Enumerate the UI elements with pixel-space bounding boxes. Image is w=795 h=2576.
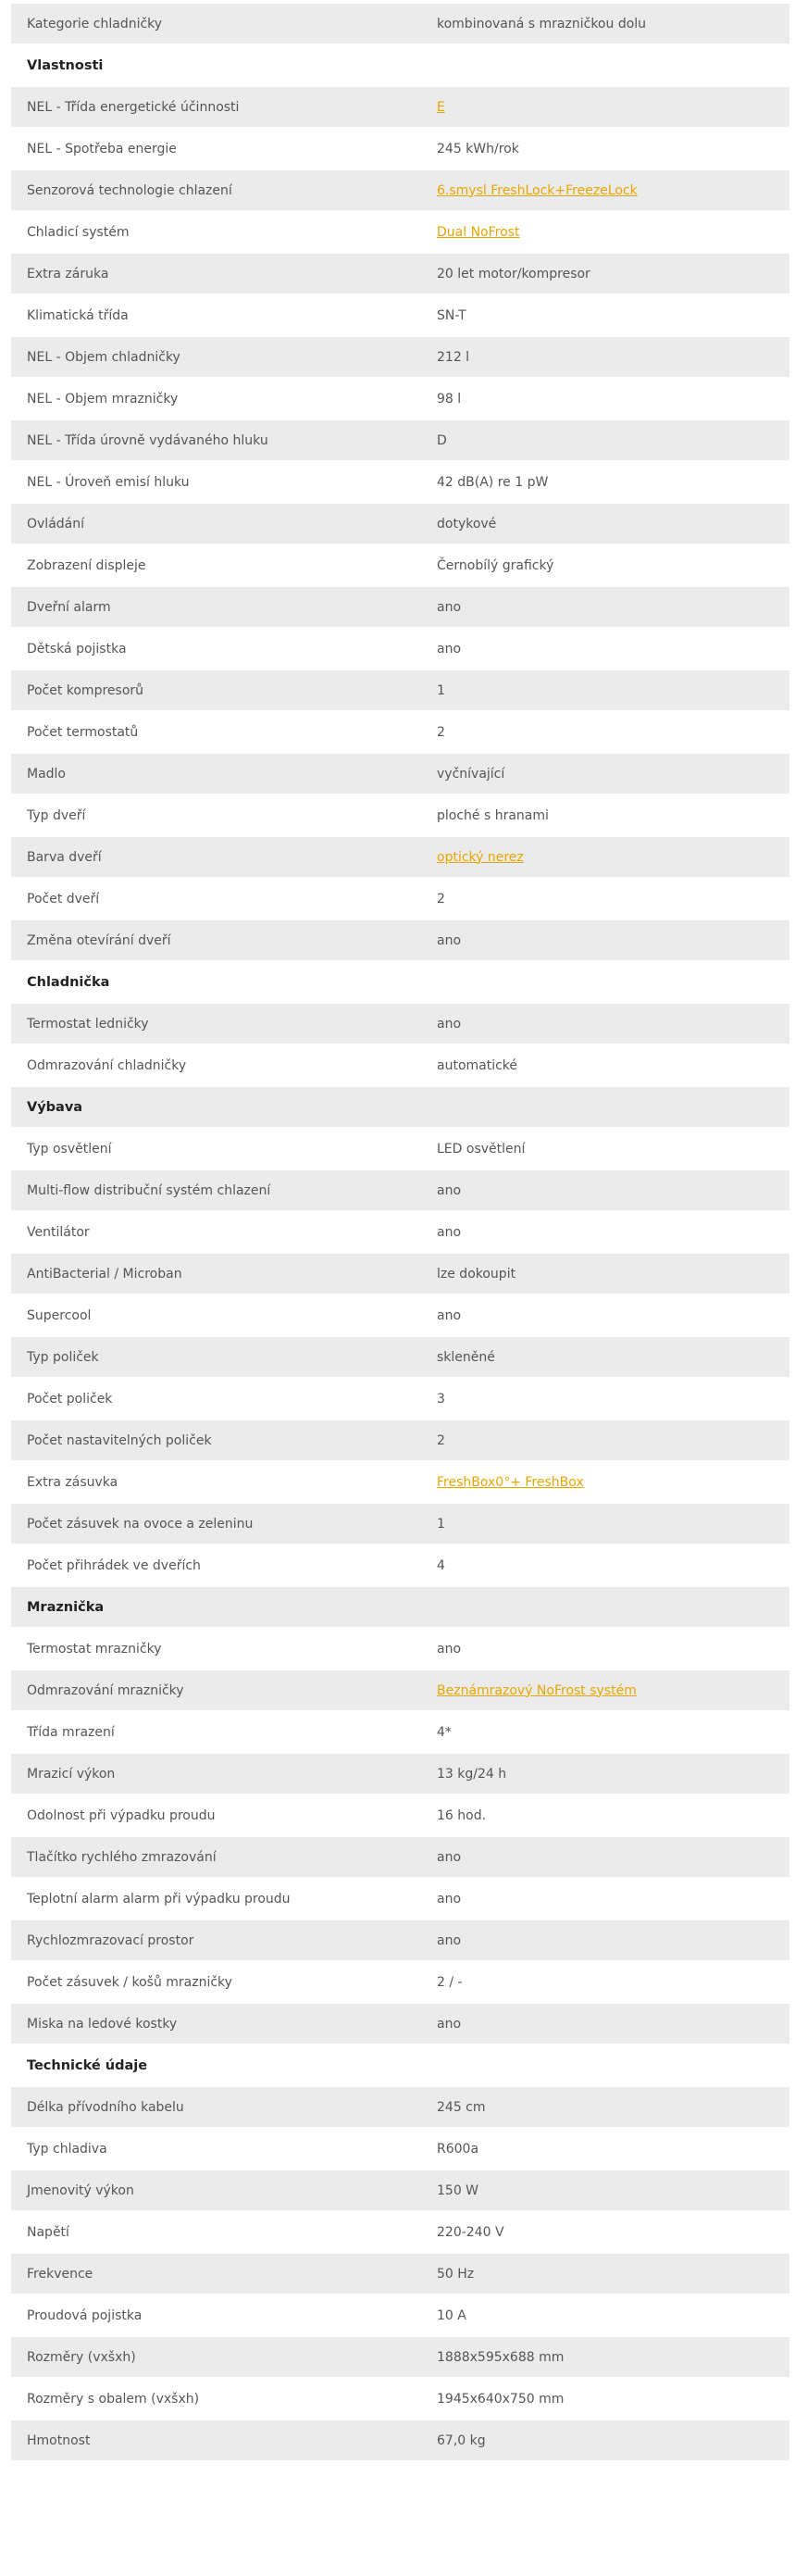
spec-row: [11, 1045, 789, 1087]
spec-row: [11, 1379, 789, 1420]
spec-value-cell: [437, 767, 789, 782]
spec-value-cell: [437, 433, 789, 448]
spec-row: [11, 1670, 789, 1712]
spec-label: Frekvence: [27, 2266, 93, 2282]
spec-value-cell: [437, 1225, 789, 1240]
spec-label: Odmrazování chladničky: [27, 1057, 187, 1073]
spec-value-cell: [437, 2183, 789, 2198]
spec-label: Rozměry (vxšxh): [27, 2349, 136, 2365]
spec-row: [11, 920, 789, 962]
spec-value: kombinovaná s mrazničkou dolu: [437, 16, 647, 31]
spec-value-link[interactable]: E: [437, 99, 445, 115]
spec-value: 98 l: [437, 391, 462, 406]
spec-value: Černobílý grafický: [437, 557, 554, 573]
spec-row: [11, 1879, 789, 1920]
spec-label: Termostat mrazničky: [27, 1641, 162, 1657]
spec-value: 16 hod.: [437, 1807, 487, 1823]
spec-row: [11, 795, 789, 837]
spec-label: Klimatická třída: [27, 307, 129, 323]
spec-row: [11, 1712, 789, 1754]
spec-label: Extra záruka: [27, 266, 109, 281]
spec-value-cell: [437, 1267, 789, 1282]
spec-value-cell: [437, 308, 789, 323]
spec-value: ano: [437, 1182, 462, 1198]
spec-value: 50 Hz: [437, 2266, 475, 2282]
spec-value-cell: [437, 2100, 789, 2115]
spec-value-cell: [437, 558, 789, 573]
spec-label: Odmrazování mrazničky: [27, 1682, 184, 1698]
spec-value-link[interactable]: Beznámrazový NoFrost systém: [437, 1682, 637, 1698]
spec-value: 3: [437, 1391, 445, 1407]
spec-value: 4*: [437, 1724, 452, 1740]
spec-row: [11, 420, 789, 462]
spec-row: [11, 2295, 789, 2337]
spec-value-cell: [437, 17, 789, 31]
spec-label: Počet poliček: [27, 1391, 113, 1407]
spec-value: ano: [437, 1016, 462, 1032]
spec-row: [11, 754, 789, 795]
spec-value-cell: [437, 142, 789, 156]
spec-label: Chladicí systém: [27, 224, 130, 240]
spec-row: [11, 545, 789, 587]
spec-value: lze dokoupit: [437, 1266, 516, 1282]
spec-value: 20 let motor/kompresor: [437, 266, 590, 281]
spec-value: 245 kWh/rok: [437, 141, 519, 156]
spec-value: 220-240 V: [437, 2224, 504, 2240]
spec-label: NEL - Úroveň emisí hluku: [27, 474, 190, 490]
spec-value: 10 A: [437, 2307, 466, 2323]
spec-value-link[interactable]: Dual NoFrost: [437, 224, 520, 240]
spec-row: [11, 212, 789, 254]
spec-value: ano: [437, 599, 462, 615]
section-header-row: [11, 1087, 789, 1129]
spec-value-cell: [437, 1850, 789, 1865]
spec-value-cell: [437, 1767, 789, 1782]
spec-row: [11, 254, 789, 295]
spec-value-cell: [437, 1975, 789, 1990]
spec-row: [11, 2254, 789, 2295]
spec-label: Termostat ledničky: [27, 1016, 149, 1032]
spec-label: Teplotní alarm alarm při výpadku proudu: [27, 1891, 291, 1907]
spec-row: [11, 712, 789, 754]
spec-row: [11, 462, 789, 504]
spec-label: Tlačítko rychlého zmrazování: [27, 1849, 217, 1865]
spec-value-cell: [437, 1725, 789, 1740]
spec-label: Počet nastavitelných poliček: [27, 1432, 212, 1448]
section-header-row: [11, 1587, 789, 1629]
spec-value: 2: [437, 1432, 445, 1448]
spec-value-cell: [437, 2225, 789, 2240]
spec-value-cell: [437, 1558, 789, 1573]
spec-row: [11, 2170, 789, 2212]
spec-row: [11, 1462, 789, 1504]
spec-row: [11, 1420, 789, 1462]
spec-value-cell: [437, 683, 789, 698]
specification-table: [11, 4, 789, 2462]
spec-label: Jmenovitý výkon: [27, 2182, 134, 2198]
spec-value-cell: [437, 1642, 789, 1657]
spec-row: [11, 2212, 789, 2254]
spec-row: [11, 1545, 789, 1587]
spec-value-cell: [437, 600, 789, 615]
spec-label: Proudová pojistka: [27, 2307, 143, 2323]
spec-value-cell: [437, 1892, 789, 1907]
spec-value-cell: [437, 1058, 789, 1073]
spec-value-cell: [437, 517, 789, 531]
spec-value: 13 kg/24 h: [437, 1766, 507, 1782]
spec-value-link[interactable]: FreshBox0°+ FreshBox: [437, 1474, 584, 1490]
spec-value: 2: [437, 724, 445, 740]
spec-value: ploché s hranami: [437, 807, 549, 823]
spec-value: 2: [437, 891, 445, 907]
spec-value-cell: [437, 2433, 789, 2448]
spec-value: 1: [437, 682, 445, 698]
spec-value: ano: [437, 1891, 462, 1907]
spec-label: NEL - Třída energetické účinnosti: [27, 99, 240, 115]
spec-label: Dveřní alarm: [27, 599, 111, 615]
spec-value: D: [437, 432, 447, 448]
section-title: Technické údaje: [27, 2057, 148, 2073]
spec-value: ano: [437, 1641, 462, 1657]
spec-value: 150 W: [437, 2182, 479, 2198]
spec-value: ano: [437, 1307, 462, 1323]
spec-label: Hmotnost: [27, 2432, 91, 2448]
spec-value-cell: [437, 1350, 789, 1365]
spec-value-cell: [437, 1308, 789, 1323]
spec-value: skleněné: [437, 1349, 495, 1365]
spec-row: [11, 1170, 789, 1212]
spec-value-cell: [437, 808, 789, 823]
spec-row: [11, 379, 789, 420]
spec-value-cell: [437, 100, 789, 115]
spec-label: Počet zásuvek na ovoce a zeleninu: [27, 1516, 254, 1532]
spec-label: Odolnost při výpadku proudu: [27, 1807, 216, 1823]
spec-value: dotykové: [437, 516, 497, 531]
spec-value: 1888x595x688 mm: [437, 2349, 565, 2365]
spec-label: NEL - Objem mrazničky: [27, 391, 179, 406]
spec-value-cell: [437, 1517, 789, 1532]
section-header-row: [11, 45, 789, 87]
spec-label: NEL - Objem chladničky: [27, 349, 180, 365]
spec-row: [11, 2379, 789, 2420]
spec-value: ano: [437, 641, 462, 657]
spec-row: [11, 670, 789, 712]
spec-value-cell: [437, 892, 789, 907]
spec-label: Ovládání: [27, 516, 85, 531]
spec-value-cell: [437, 225, 789, 240]
spec-row: [11, 2087, 789, 2129]
spec-row: [11, 1837, 789, 1879]
spec-label: Supercool: [27, 1307, 92, 1323]
spec-row: [11, 837, 789, 879]
spec-label: Dětská pojistka: [27, 641, 127, 657]
spec-row: [11, 1129, 789, 1170]
spec-label: AntiBacterial / Microban: [27, 1266, 182, 1282]
spec-label: Počet kompresorů: [27, 682, 144, 698]
spec-value-cell: [437, 933, 789, 948]
spec-label: Počet přihrádek ve dveřích: [27, 1557, 201, 1573]
spec-value: 245 cm: [437, 2099, 486, 2115]
spec-row: [11, 879, 789, 920]
spec-row: [11, 2004, 789, 2045]
spec-row: [11, 2420, 789, 2462]
spec-label: Třída mrazení: [27, 1724, 115, 1740]
spec-value-cell: [437, 2017, 789, 2032]
section-title: Výbava: [27, 1099, 83, 1115]
spec-label: Počet dveří: [27, 891, 100, 907]
spec-label: Barva dveří: [27, 849, 102, 865]
section-header-row: [11, 962, 789, 1004]
spec-row: [11, 1295, 789, 1337]
spec-row: [11, 504, 789, 545]
spec-value-cell: [437, 350, 789, 365]
spec-row: [11, 1504, 789, 1545]
spec-value-cell: [437, 2392, 789, 2407]
spec-label: Typ chladiva: [27, 2141, 107, 2157]
spec-label: Extra zásuvka: [27, 1474, 118, 1490]
spec-row: [11, 1629, 789, 1670]
spec-value-cell: [437, 850, 789, 865]
spec-label: Napětí: [27, 2224, 69, 2240]
spec-value-cell: [437, 1808, 789, 1823]
spec-row: [11, 1004, 789, 1045]
spec-label: Počet termostatů: [27, 724, 139, 740]
spec-value-cell: [437, 2267, 789, 2282]
spec-row: [11, 2129, 789, 2170]
spec-label: Typ osvětlení: [27, 1141, 112, 1157]
spec-row: [11, 295, 789, 337]
spec-row: [11, 587, 789, 629]
spec-label: Rychlozmrazovací prostor: [27, 1932, 194, 1948]
spec-row: [11, 170, 789, 212]
spec-value: LED osvětlení: [437, 1141, 526, 1157]
spec-value: 212 l: [437, 349, 470, 365]
section-header-row: [11, 2045, 789, 2087]
spec-row: [11, 1337, 789, 1379]
spec-value: 4: [437, 1557, 445, 1573]
spec-value: 1945x640x750 mm: [437, 2391, 565, 2407]
spec-value: 42 dB(A) re 1 pW: [437, 474, 549, 490]
spec-value-cell: [437, 2350, 789, 2365]
spec-value: 1: [437, 1516, 445, 1532]
spec-value-cell: [437, 2142, 789, 2157]
spec-value: 2 / -: [437, 1974, 463, 1990]
spec-value: ano: [437, 2016, 462, 2032]
spec-label: NEL - Třída úrovně vydávaného hluku: [27, 432, 268, 448]
spec-value-cell: [437, 183, 789, 198]
spec-value-cell: [437, 642, 789, 657]
spec-value-cell: [437, 1433, 789, 1448]
spec-row: [11, 1795, 789, 1837]
spec-value-cell: [437, 475, 789, 490]
spec-value-cell: [437, 1475, 789, 1490]
spec-label: Miska na ledové kostky: [27, 2016, 178, 2032]
spec-value: R600a: [437, 2141, 479, 2157]
spec-row: [11, 2337, 789, 2379]
section-title: Mraznička: [27, 1599, 105, 1615]
spec-value: SN-T: [437, 307, 466, 323]
section-title: Vlastnosti: [27, 57, 104, 73]
spec-label: Mrazicí výkon: [27, 1766, 116, 1782]
spec-label: Madlo: [27, 766, 66, 782]
spec-label: Délka přívodního kabelu: [27, 2099, 184, 2115]
spec-label: NEL - Spotřeba energie: [27, 141, 177, 156]
spec-value: ano: [437, 932, 462, 948]
spec-row: [11, 87, 789, 129]
spec-value: vyčnívající: [437, 766, 505, 782]
spec-label: Multi-flow distribuční systém chlazení: [27, 1182, 271, 1198]
spec-value-cell: [437, 1183, 789, 1198]
spec-value-link[interactable]: optický nerez: [437, 849, 524, 865]
spec-value: automatické: [437, 1057, 518, 1073]
spec-row: [11, 129, 789, 170]
spec-label: Senzorová technologie chlazení: [27, 182, 232, 198]
spec-row: [11, 1962, 789, 2004]
spec-label: Typ poliček: [27, 1349, 99, 1365]
spec-value-cell: [437, 2308, 789, 2323]
spec-value: ano: [437, 1932, 462, 1948]
spec-value-cell: [437, 392, 789, 406]
spec-row: [11, 1920, 789, 1962]
spec-value-cell: [437, 1017, 789, 1032]
spec-value-cell: [437, 1933, 789, 1948]
spec-value: 67,0 kg: [437, 2432, 486, 2448]
spec-label: Typ dveří: [27, 807, 86, 823]
spec-row: [11, 337, 789, 379]
spec-value-link[interactable]: 6.smysl FreshLock+FreezeLock: [437, 182, 638, 198]
spec-row: [11, 4, 789, 45]
spec-label: Ventilátor: [27, 1224, 90, 1240]
spec-value-cell: [437, 267, 789, 281]
spec-value: ano: [437, 1849, 462, 1865]
spec-row: [11, 1754, 789, 1795]
spec-value-cell: [437, 725, 789, 740]
spec-label: Rozměry s obalem (vxšxh): [27, 2391, 200, 2407]
spec-value-cell: [437, 1392, 789, 1407]
spec-row: [11, 1212, 789, 1254]
spec-label: Změna otevírání dveří: [27, 932, 171, 948]
spec-value-cell: [437, 1142, 789, 1157]
spec-value: ano: [437, 1224, 462, 1240]
section-title: Chladnička: [27, 974, 110, 990]
spec-row: [11, 629, 789, 670]
spec-label: Zobrazení displeje: [27, 557, 146, 573]
spec-row: [11, 1254, 789, 1295]
spec-value-cell: [437, 1683, 789, 1698]
spec-label: Kategorie chladničky: [27, 16, 163, 31]
spec-label: Počet zásuvek / košů mrazničky: [27, 1974, 232, 1990]
